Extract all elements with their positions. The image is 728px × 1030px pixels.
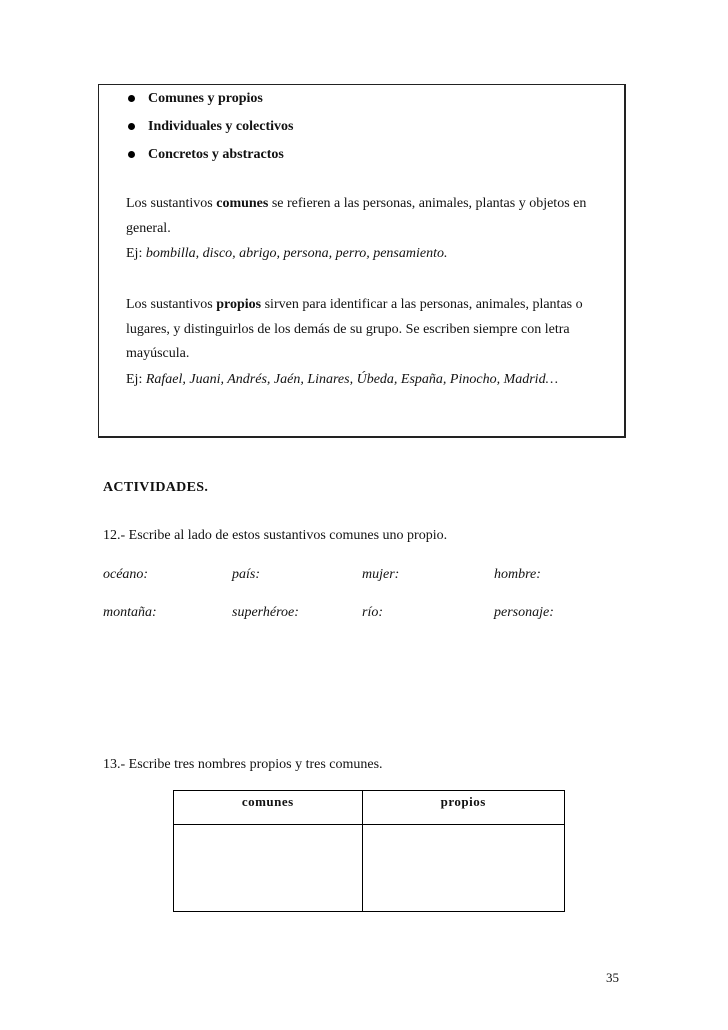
table-header-comunes: comunes — [174, 791, 363, 825]
exercise-13-instruction: 13.- Escribe tres nombres propios y tres comunes. — [103, 757, 383, 772]
propios-example: Ej: Rafael, Juani, Andrés, Jaén, Linares, Úbeda, España, Pinocho, Madrid… — [126, 372, 559, 387]
propios-term: propios — [216, 297, 262, 312]
list-item: Individuales y colectivos — [126, 118, 293, 146]
exercise-12-row-2 — [103, 605, 623, 625]
bullet-icon — [128, 151, 135, 158]
bullet-icon — [128, 95, 135, 102]
comunes-example: Ej: bombilla, disco, abrigo, persona, perro, pensamiento. — [126, 246, 448, 261]
word-label: país: — [232, 567, 260, 582]
word-label: superhéroe: — [232, 605, 299, 620]
page-number: 35 — [606, 970, 619, 985]
classification-list — [126, 90, 293, 174]
list-item: Concretos y abstractos — [126, 146, 293, 174]
word-label: personaje: — [494, 605, 554, 620]
list-item: Comunes y propios — [126, 90, 293, 118]
bullet-icon — [128, 123, 135, 130]
exercise-12-row-1 — [103, 567, 623, 587]
word-label: hombre: — [494, 567, 541, 582]
word-label: río: — [362, 605, 383, 620]
word-label: océano: — [103, 567, 149, 582]
comunes-term: comunes — [216, 196, 269, 211]
answer-cell-comunes[interactable] — [174, 825, 363, 912]
exercise-12-instruction: 12.- Escribe al lado de estos sustantivos comunes uno propio. — [103, 528, 448, 543]
exercise-13-table — [173, 790, 565, 912]
activities-heading: ACTIVIDADES. — [103, 480, 209, 495]
word-label: montaña: — [103, 605, 157, 620]
table-header-propios: propios — [362, 791, 564, 825]
comunes-paragraph: Los sustantivos comunes se refieren a las personas, animales, plantas y objetos en general. — [126, 196, 587, 236]
word-label: mujer: — [362, 567, 400, 582]
propios-paragraph: Los sustantivos propios sirven para identificar a las personas, animales, plantas o lugares, y distinguirlos de los demás de su grupo. Se escriben siempre con letra mayúscula. — [126, 297, 583, 361]
answer-cell-propios[interactable] — [362, 825, 564, 912]
